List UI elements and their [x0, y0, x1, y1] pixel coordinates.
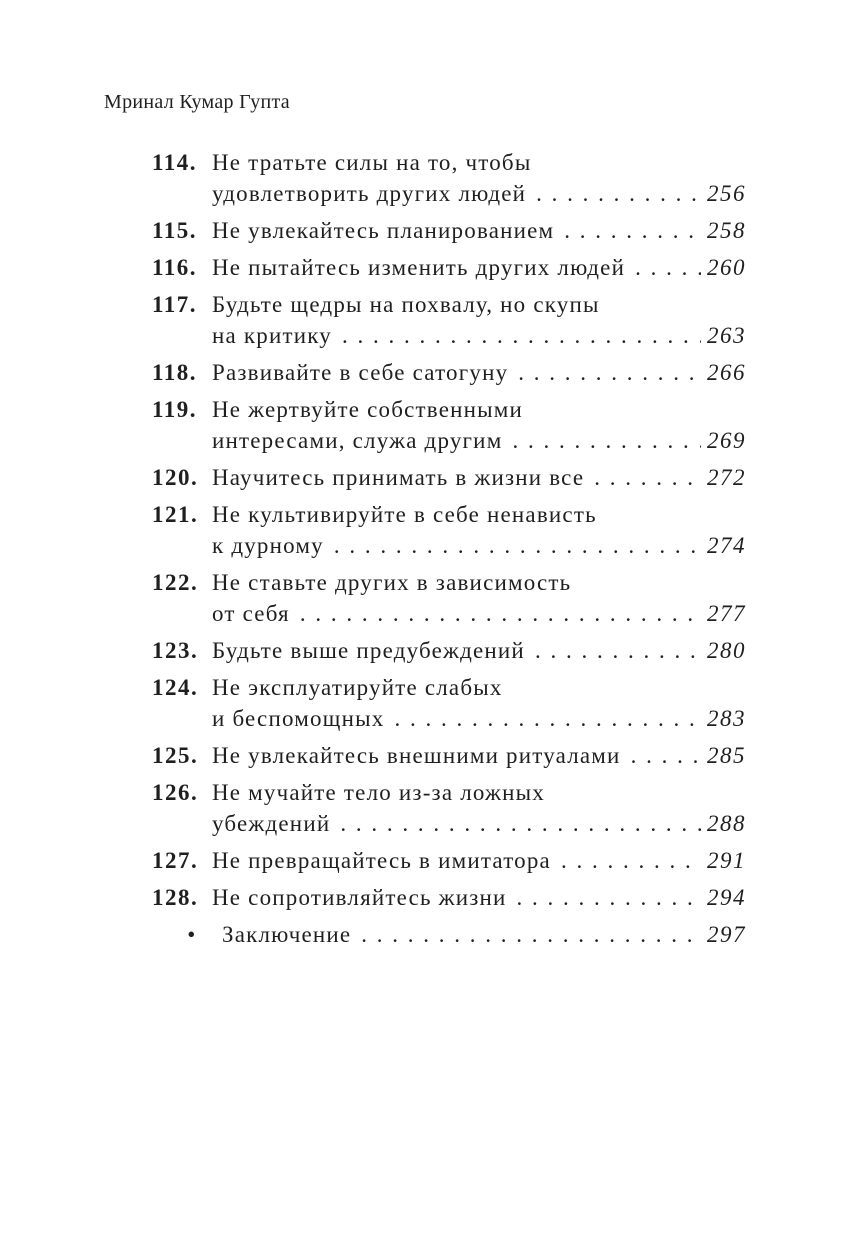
- toc-entry-title-line: Не ставьте других в зависимость: [212, 570, 572, 595]
- toc-entry[interactable]: [152, 215, 746, 246]
- toc-entry-title-line: Будьте щедры на похвалу, но скупы: [212, 292, 600, 317]
- toc-entry-page: 285: [707, 743, 746, 768]
- toc-entry-title-line: Заключение: [222, 922, 352, 947]
- toc-entry-title-line: от себя: [212, 601, 290, 626]
- toc-entry-number: 127.: [152, 848, 199, 873]
- toc-entry-number: 118.: [152, 360, 197, 385]
- toc-entry-number: 123.: [152, 638, 199, 663]
- toc-entry-title-line: Не увлекайтесь планированием: [212, 218, 555, 243]
- toc-entry-page: 256: [707, 181, 746, 206]
- toc-entry-page: 258: [707, 218, 746, 243]
- toc-entry-number: 116.: [152, 255, 197, 280]
- toc-entry[interactable]: [152, 357, 746, 388]
- toc-entry-number: 122.: [152, 570, 199, 595]
- toc-entry-page: 260: [707, 255, 746, 280]
- toc-entry-title-line: Не тратьте силы на то, чтобы: [212, 150, 532, 175]
- toc-entry-conclusion[interactable]: [152, 919, 746, 950]
- toc-entry-title-line: Не жертвуйте собственными: [212, 397, 524, 422]
- toc-entry-number: 121.: [152, 502, 199, 527]
- toc-entry[interactable]: [152, 567, 746, 629]
- bullet-icon: •: [187, 922, 197, 947]
- toc-entry-page: 291: [707, 848, 746, 873]
- toc-entry-title-line: убеждений: [212, 811, 331, 836]
- toc-entry-number: 120.: [152, 465, 199, 490]
- toc-entry-number: 115.: [152, 218, 197, 243]
- dot-leader: [631, 740, 701, 771]
- toc-entry-number: 117.: [152, 292, 197, 317]
- toc-entry[interactable]: [152, 462, 746, 493]
- dot-leader: [342, 320, 701, 351]
- toc-entry-title-line: Не увлекайтесь внешними ритуалами: [212, 743, 621, 768]
- table-of-contents: [152, 147, 746, 956]
- dot-leader: [334, 530, 701, 561]
- toc-entry-title-line: Не культивируйте в себе ненависть: [212, 502, 597, 527]
- toc-entry[interactable]: [152, 845, 746, 876]
- toc-entry[interactable]: [152, 882, 746, 913]
- dot-leader: [340, 808, 701, 839]
- toc-entry-title-line: Будьте выше предубеждений: [212, 638, 525, 663]
- toc-entry-page: 274: [707, 533, 746, 558]
- toc-entry-number: 126.: [152, 780, 199, 805]
- toc-entry-number: 125.: [152, 743, 199, 768]
- toc-entry-page: 297: [707, 922, 746, 947]
- toc-entry[interactable]: [152, 252, 746, 283]
- toc-entry-title-line: интересами, служа другим: [212, 428, 503, 453]
- toc-entry-page: 283: [707, 706, 746, 731]
- dot-leader: [394, 703, 701, 734]
- toc-entry[interactable]: [152, 635, 746, 666]
- toc-entry-page: 280: [707, 638, 746, 663]
- toc-entry[interactable]: [152, 147, 746, 209]
- toc-entry-page: 294: [707, 885, 746, 910]
- toc-entry-number: 119.: [152, 397, 197, 422]
- toc-entry-page: 266: [707, 360, 746, 385]
- toc-entry-title-line: и беспомощных: [212, 706, 385, 731]
- toc-entry-title-line: Развивайте в себе сатогуну: [212, 360, 509, 385]
- toc-entry[interactable]: [152, 394, 746, 456]
- toc-entry-page: 288: [707, 811, 746, 836]
- toc-entry-title-line: Не пытайтесь изменить других людей: [212, 255, 626, 280]
- dot-leader: [594, 462, 701, 493]
- toc-entry[interactable]: [152, 740, 746, 771]
- toc-entry[interactable]: [152, 289, 746, 351]
- toc-entry-title-line: Не мучайте тело из-за ложных: [212, 780, 545, 805]
- toc-entry-title-line: Не превращайтесь в имитатора: [212, 848, 551, 873]
- toc-entry-page: 272: [707, 465, 746, 490]
- toc-entry-number: 114.: [152, 150, 197, 175]
- toc-entry-page: 277: [707, 601, 746, 626]
- dot-leader: [361, 919, 701, 950]
- dot-leader: [535, 635, 701, 666]
- dot-leader: [300, 598, 701, 629]
- toc-entry-number: 128.: [152, 885, 199, 910]
- dot-leader: [536, 178, 701, 209]
- dot-leader: [564, 215, 701, 246]
- toc-entry-number: 124.: [152, 675, 199, 700]
- dot-leader: [635, 252, 701, 283]
- running-head: Мринал Кумар Гупта: [104, 91, 290, 113]
- toc-entry[interactable]: [152, 672, 746, 734]
- toc-entry-title-line: удовлетворить других людей: [212, 181, 527, 206]
- dot-leader: [518, 357, 701, 388]
- dot-leader: [512, 425, 701, 456]
- dot-leader: [561, 845, 701, 876]
- toc-entry[interactable]: [152, 777, 746, 839]
- toc-entry-title-line: Не эксплуатируйте слабых: [212, 675, 503, 700]
- toc-entry-title-line: на критику: [212, 323, 332, 348]
- dot-leader: [517, 882, 701, 913]
- toc-entry-title-line: Научитесь принимать в жизни все: [212, 465, 585, 490]
- toc-entry-page: 263: [707, 323, 746, 348]
- toc-entry-title-line: к дурному: [212, 533, 324, 558]
- toc-entry[interactable]: [152, 499, 746, 561]
- toc-entry-title-line: Не сопротивляйтесь жизни: [212, 885, 507, 910]
- toc-entry-page: 269: [707, 428, 746, 453]
